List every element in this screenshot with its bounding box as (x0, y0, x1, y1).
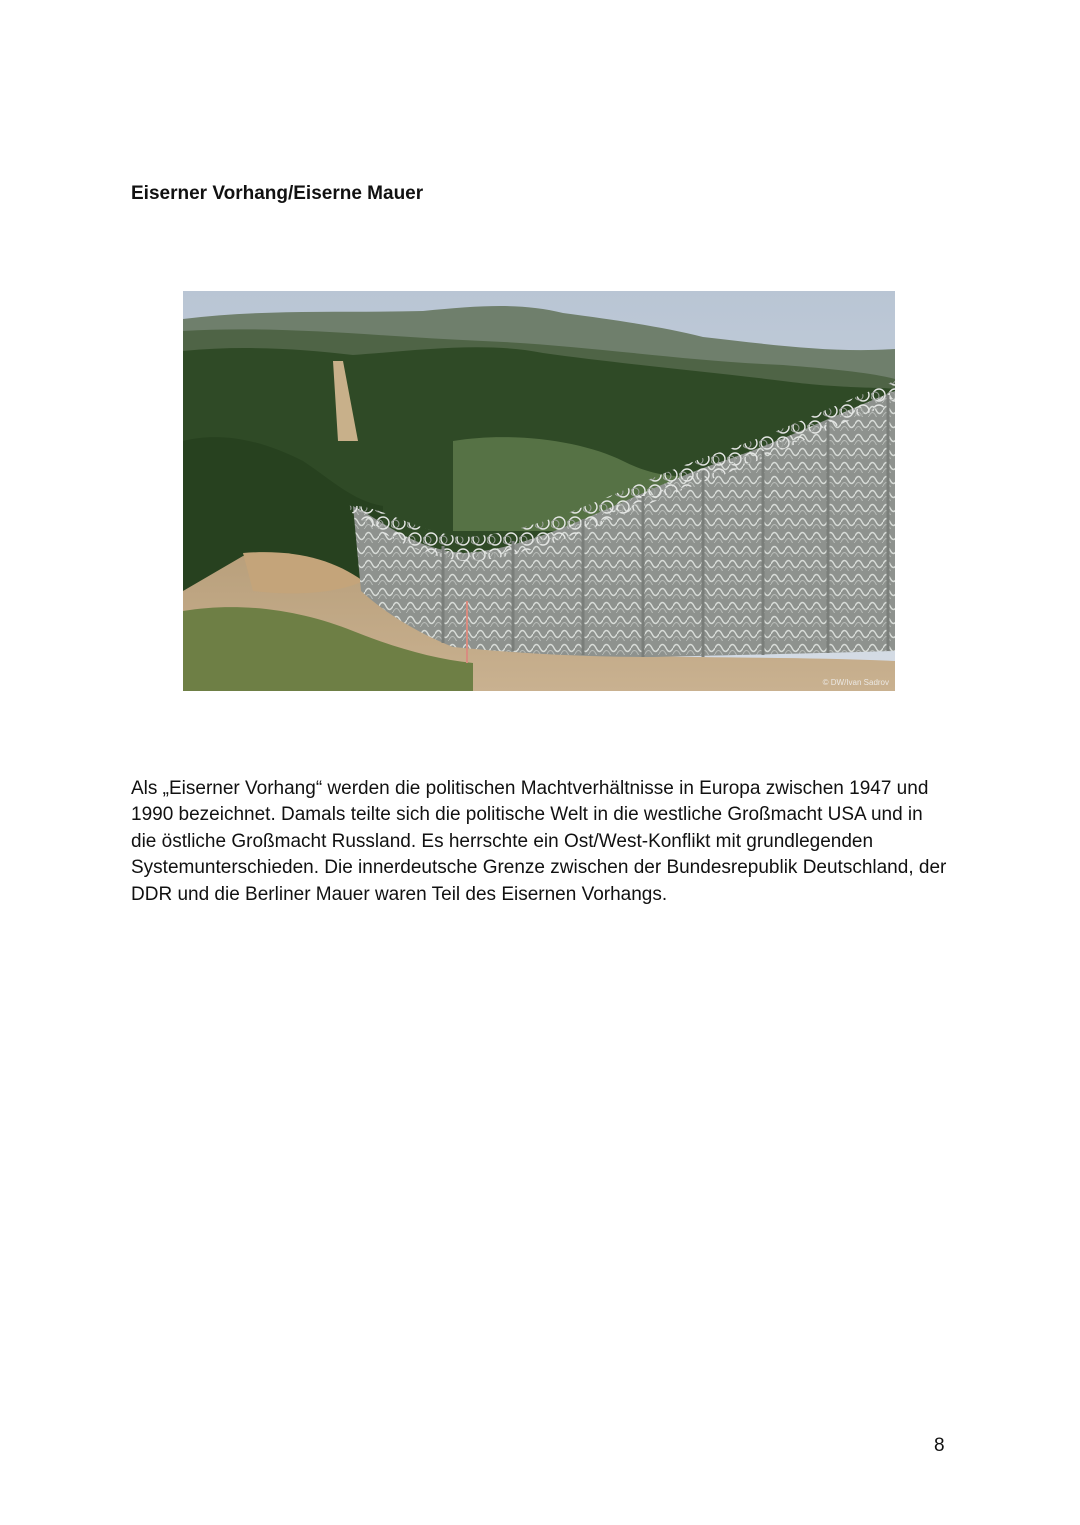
border-fence-illustration (183, 291, 895, 691)
body-paragraph: Als „Eiserner Vorhang“ werden die politischen Machtverhältnisse in Europa zwischen 1947 und 1990 bezeichnet. Damals teilte sich die politische Welt in die westliche Großmacht USA und in die östliche Großmacht Russland. Es herrschte ein Ost/West-Konflikt mit grundlegenden Systemunterschieden. Die innerdeutsche Grenze zwischen der Bundesrepublik Deutschland, der DDR und die Berliner Mauer waren Teil des Eisernen Vorhangs. (131, 778, 947, 905)
page-title: Eiserner Vorhang/Eiserne Mauer (131, 183, 424, 204)
border-fence-photo (183, 291, 895, 691)
page-number: 8 (934, 1435, 945, 1456)
photo-credit: © DW/Ivan Sadrov (822, 678, 889, 687)
